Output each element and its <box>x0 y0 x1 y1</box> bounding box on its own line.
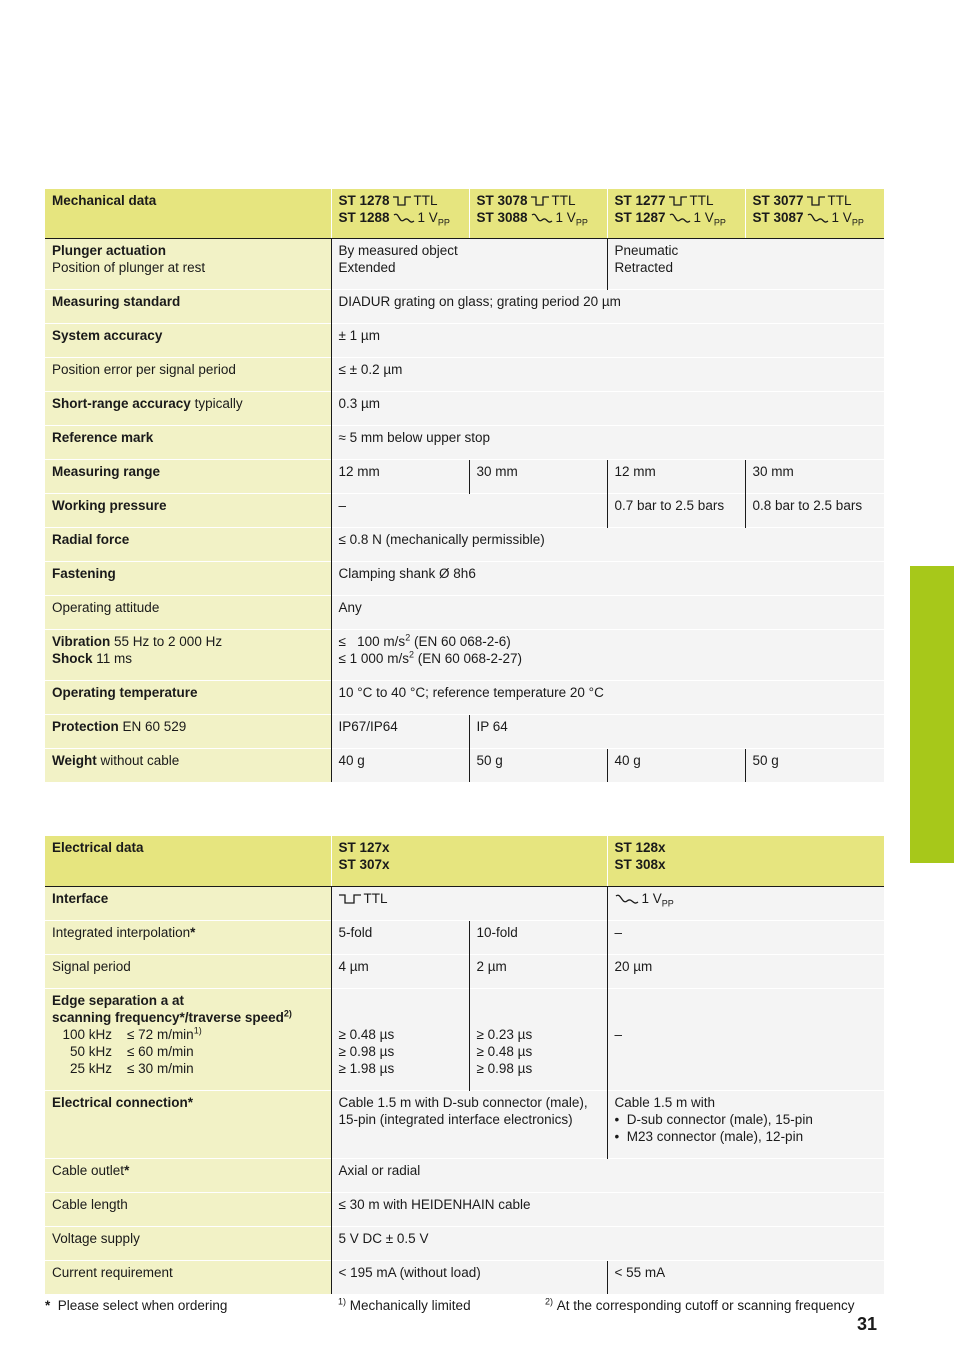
square-wave-icon <box>669 195 687 207</box>
mechanical-header-row <box>45 189 884 238</box>
cell-value: < 55 mA <box>607 1260 884 1294</box>
sine-wave-icon <box>615 893 639 905</box>
row-label: Working pressure <box>45 493 331 527</box>
cell-value: TTL <box>331 886 607 920</box>
cell-value: 0.8 bar to 2.5 bars <box>745 493 884 527</box>
cell-value: Cable 1.5 m with D-sub connector (male), 15-pin (integrated interface electronics) <box>331 1090 607 1158</box>
cell-value: DIADUR grating on glass; grating period 20 µm <box>331 289 884 323</box>
table-row <box>45 238 884 289</box>
row-label: Interface <box>45 886 331 920</box>
cell-value: 50 g <box>745 748 884 782</box>
cell-value: 20 µm <box>607 954 884 988</box>
row-label: Short-range accuracy typically <box>45 391 331 425</box>
cell-value: 5-fold <box>331 920 469 954</box>
table-row <box>45 714 884 748</box>
row-label: Plunger actuation Position of plunger at rest <box>45 238 331 289</box>
row-label: Vibration 55 Hz to 2 000 Hz Shock 11 ms <box>45 629 331 680</box>
cell-value: ≤ ± 0.2 µm <box>331 357 884 391</box>
row-label: Measuring range <box>45 459 331 493</box>
cell-value: ≈ 5 mm below upper stop <box>331 425 884 459</box>
cell-value: Any <box>331 595 884 629</box>
row-label: Edge separation a at scanning frequency*/traverse speed$^{2)}$ 100 kHz ≤ 72 $m/\min^{1)}$ 50 kHz ≤ 60 m/min 25 kHz ≤ 30 m/min <box>45 988 331 1090</box>
cell-value: Pneumatic Retracted <box>607 238 884 289</box>
mechanical-data-table <box>45 189 884 782</box>
table-row <box>45 561 884 595</box>
cell-value: ≤ 100 $m/s^2$ (EN 60 068-2-6) ≤ 1 000 $m/s^2$ (EN 60 068-2-27) <box>331 629 884 680</box>
footnote-1: $^{1)}$ Mechanically limited <box>338 1296 471 1313</box>
table-row <box>45 748 884 782</box>
row-label: Fastening <box>45 561 331 595</box>
cell-value: Axial or radial <box>331 1158 884 1192</box>
table-row <box>45 988 884 1090</box>
table-row <box>45 629 884 680</box>
square-wave-icon <box>339 893 361 905</box>
cell-value: Cable 1.5 m with • D-sub connector (male), 15-pin • M23 connector (male), 12-pin <box>607 1090 884 1158</box>
row-label: Protection EN 60 529 <box>45 714 331 748</box>
table-row <box>45 527 884 561</box>
square-wave-icon <box>531 195 549 207</box>
cell-value: ≥ 0.23 µs ≥ 0.48 µs ≥ 0.98 µs <box>469 988 607 1090</box>
row-label: Operating attitude <box>45 595 331 629</box>
cell-value: 4 µm <box>331 954 469 988</box>
electrical-header-label: Electrical data <box>45 836 331 886</box>
row-label: Cable length <box>45 1192 331 1226</box>
cell-value: 40 g <box>331 748 469 782</box>
cell-value: < 195 mA (without load) <box>331 1260 607 1294</box>
table-row <box>45 391 884 425</box>
table-row <box>45 1260 884 1294</box>
electrical-data-table <box>45 836 884 1294</box>
row-label: Operating temperature <box>45 680 331 714</box>
table-row <box>45 1158 884 1192</box>
row-label: Current requirement <box>45 1260 331 1294</box>
row-label: Position error per signal period <box>45 357 331 391</box>
footnote-star: * Please select when ordering <box>45 1298 228 1313</box>
table-row <box>45 289 884 323</box>
table-row <box>45 493 884 527</box>
row-label: System accuracy <box>45 323 331 357</box>
cell-value: 12 mm <box>331 459 469 493</box>
model-column-2: ST 3078 TTL ST 3088 1 $V_{PP}$ <box>469 189 607 238</box>
mechanical-header-label: Mechanical data <box>45 189 331 238</box>
cell-value: 50 g <box>469 748 607 782</box>
cell-value: – <box>331 493 607 527</box>
sine-wave-icon <box>393 212 415 224</box>
cell-value: 40 g <box>607 748 745 782</box>
table-row <box>45 425 884 459</box>
row-label: Integrated interpolation* <box>45 920 331 954</box>
model-column-1: ST 1278 TTL ST 1288 1 $V_{PP}$ <box>331 189 469 238</box>
table-row <box>45 595 884 629</box>
sine-wave-icon <box>531 212 553 224</box>
electrical-header-row <box>45 836 884 886</box>
model-group-2: ST 128x ST 308x <box>607 836 884 886</box>
square-wave-icon <box>807 195 825 207</box>
cell-value: 10 °C to 40 °C; reference temperature 20 °C <box>331 680 884 714</box>
row-label: Voltage supply <box>45 1226 331 1260</box>
sine-wave-icon <box>669 212 691 224</box>
row-label: Measuring standard <box>45 289 331 323</box>
model-column-4: ST 3077 TTL ST 3087 1 $V_{PP}$ <box>745 189 884 238</box>
cell-value: ± 1 µm <box>331 323 884 357</box>
section-tab <box>910 566 954 863</box>
sine-wave-icon <box>807 212 829 224</box>
table-row <box>45 357 884 391</box>
table-row <box>45 1192 884 1226</box>
square-wave-icon <box>393 195 411 207</box>
cell-value: 0.3 µm <box>331 391 884 425</box>
cell-value: IP 64 <box>469 714 884 748</box>
cell-value: ≤ 30 m with HEIDENHAIN cable <box>331 1192 884 1226</box>
table-row <box>45 1090 884 1158</box>
table-row <box>45 680 884 714</box>
row-label: Reference mark <box>45 425 331 459</box>
table-row <box>45 459 884 493</box>
table-row <box>45 1226 884 1260</box>
cell-value: – <box>607 920 884 954</box>
row-label: Cable outlet* <box>45 1158 331 1192</box>
model-group-1: ST 127x ST 307x <box>331 836 607 886</box>
cell-value: 5 V DC ± 0.5 V <box>331 1226 884 1260</box>
cell-value: ≤ 0.8 N (mechanically permissible) <box>331 527 884 561</box>
cell-value: By measured object Extended <box>331 238 607 289</box>
cell-value: 1 $V_{PP}$ <box>607 886 884 920</box>
cell-value: – <box>607 988 884 1090</box>
cell-value: 30 mm <box>469 459 607 493</box>
table-row <box>45 954 884 988</box>
table-row <box>45 920 884 954</box>
cell-value: Clamping shank Ø 8h6 <box>331 561 884 595</box>
table-row <box>45 886 884 920</box>
row-label: Electrical connection* <box>45 1090 331 1158</box>
row-label: Radial force <box>45 527 331 561</box>
table-row <box>45 323 884 357</box>
cell-value: 2 µm <box>469 954 607 988</box>
row-label: Signal period <box>45 954 331 988</box>
row-label: Weight without cable <box>45 748 331 782</box>
cell-value: 0.7 bar to 2.5 bars <box>607 493 745 527</box>
page-number: 31 <box>857 1314 878 1334</box>
cell-value: 12 mm <box>607 459 745 493</box>
cell-value: IP67/IP64 <box>331 714 469 748</box>
model-column-3: ST 1277 TTL ST 1287 1 $V_{PP}$ <box>607 189 745 238</box>
footnote-2: $^{2)}$ At the corresponding cutoff or scanning frequency <box>545 1296 855 1313</box>
cell-value: ≥ 0.48 µs ≥ 0.98 µs ≥ 1.98 µs <box>331 988 469 1090</box>
cell-value: 30 mm <box>745 459 884 493</box>
cell-value: 10-fold <box>469 920 607 954</box>
